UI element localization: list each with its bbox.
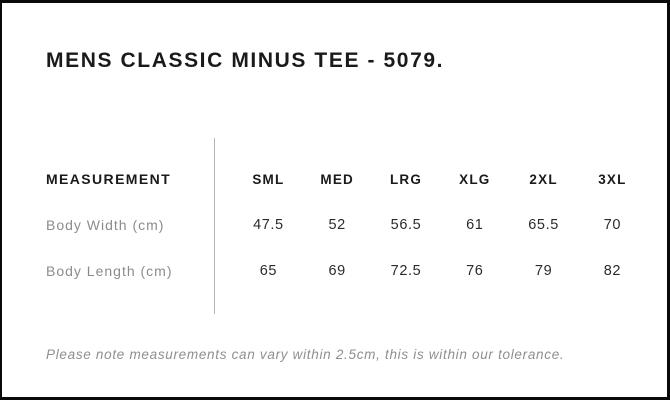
body-width-value-2xl: 65.5 [528, 217, 559, 233]
size-chart-table [46, 156, 647, 294]
column-header-sml: SML [252, 171, 285, 187]
tolerance-note: Please note measurements can vary within 2.5cm, this is within our tolerance. [46, 347, 565, 362]
body-width-value-3xl: 70 [603, 217, 622, 233]
page-title: MENS CLASSIC MINUS TEE - 5079. [46, 49, 445, 72]
row-label-body-length: Body Length (cm) [46, 263, 173, 279]
body-length-value-xlg: 76 [466, 263, 484, 279]
body-width-value-lrg: 56.5 [390, 217, 422, 233]
body-width-value-med: 52 [328, 217, 346, 233]
body-length-value-2xl: 79 [534, 263, 553, 279]
body-width-value-sml: 47.5 [253, 217, 284, 233]
column-header-3xl: 3XL [598, 171, 627, 187]
body-length-value-med: 69 [328, 263, 346, 279]
column-header-med: MED [320, 171, 354, 187]
column-header-2xl: 2XL [529, 171, 558, 187]
measurement-column-header: MEASUREMENT [46, 171, 172, 187]
body-length-value-sml: 65 [259, 263, 278, 279]
body-length-value-3xl: 82 [603, 263, 622, 279]
column-header-xlg: XLG [459, 171, 491, 187]
body-width-value-xlg: 61 [466, 217, 484, 233]
column-header-lrg: LRG [389, 171, 423, 187]
row-label-body-width: Body Width (cm) [46, 217, 165, 233]
body-length-value-lrg: 72.5 [390, 263, 422, 279]
